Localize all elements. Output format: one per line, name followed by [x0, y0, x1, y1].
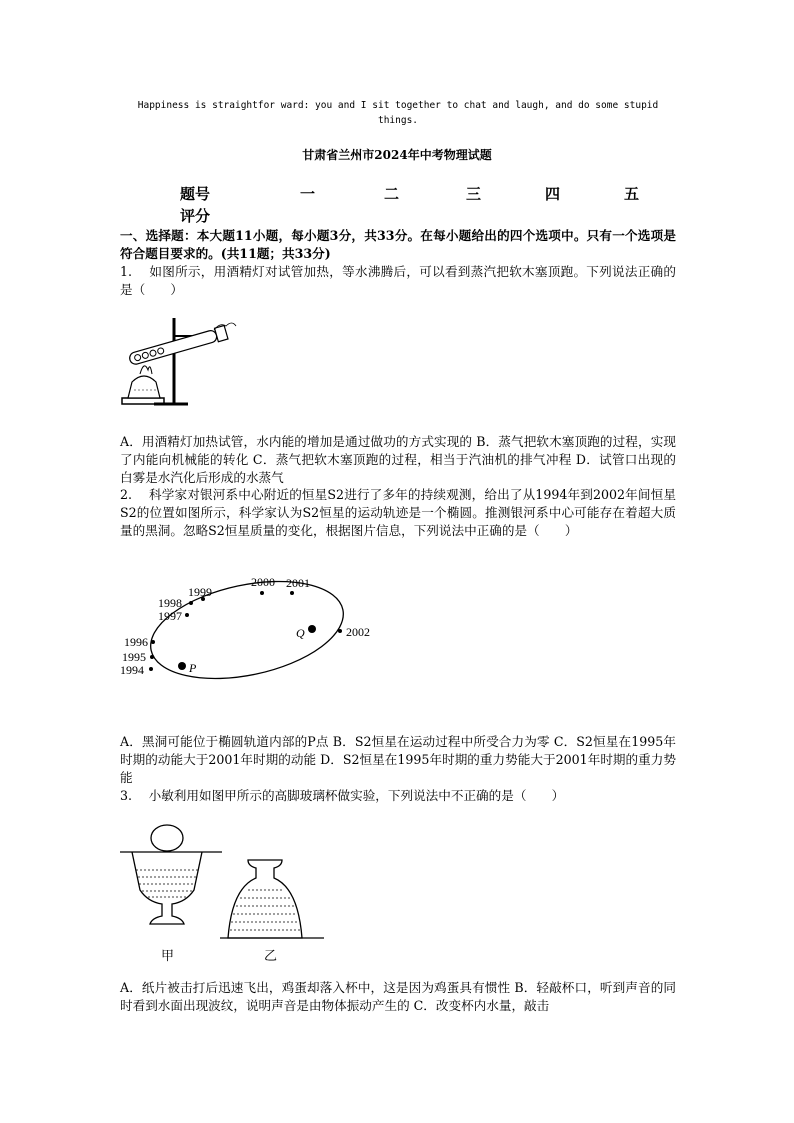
label-1994: 1994 — [120, 663, 144, 677]
section-heading: 一、选择题：本大题11小题，每小题3分，共33分。在每小题给出的四个选项中。只有一个选项是符合题目要求的。(共11题；共33分) — [120, 228, 676, 261]
glass-a — [120, 825, 222, 924]
motto-text: Happiness is straightfor ward: you and I sit together to chat and laugh, and do some stupid things. — [137, 100, 659, 126]
score-col-5: 五 — [624, 185, 640, 203]
point-2000 — [260, 591, 264, 595]
orbit-figure — [116, 572, 382, 684]
label-yi: 乙 — [264, 948, 278, 963]
score-col-3: 三 — [466, 185, 482, 203]
alcohol-lamp-figure — [118, 310, 238, 412]
score-col-4: 四 — [545, 185, 561, 203]
score-col-2: 二 — [384, 185, 400, 203]
point-1994 — [149, 667, 153, 671]
point-1997 — [185, 613, 189, 617]
glass-b — [220, 860, 324, 938]
label-2000: 2000 — [251, 575, 275, 589]
label-p: P — [189, 661, 197, 675]
question-1-stem: 1. 如图所示，用酒精灯对试管加热，等水沸腾后，可以看到蒸汽把软木塞顶跑。下列说法正确的是（ ） — [120, 264, 676, 297]
point-1995 — [150, 655, 154, 659]
alcohol-lamp — [128, 376, 160, 398]
point-2001 — [290, 591, 294, 595]
label-1997: 1997 — [158, 609, 182, 623]
point-p — [178, 662, 186, 670]
flame — [140, 366, 152, 374]
glass-figure — [118, 820, 328, 965]
point-2002 — [338, 629, 342, 633]
question-3-stem: 3. 小敏利用如图甲所示的高脚玻璃杯做实验，下列说法中不正确的是（ ） — [120, 788, 565, 803]
question-2-stem: 2. 科学家对银河系中心附近的恒星S2进行了多年的持续观测，给出了从1994年到2002年间恒星S2的位置如图所示，科学家认为S2恒星的运动轨迹是一个椭圆。推测银河系中心可能存在着超大质量的黑洞。忽略S2恒星质量的变化，根据图片信息，下列说法中正确的是（ ） — [120, 487, 676, 538]
egg — [151, 825, 183, 851]
score-col-1: 一 — [300, 185, 316, 203]
label-1998: 1998 — [158, 596, 182, 610]
label-2001: 2001 — [286, 576, 310, 590]
score-row-label: 评分 — [180, 207, 211, 225]
label-1995: 1995 — [122, 650, 146, 664]
label-jia: 甲 — [161, 948, 175, 963]
page-title: 甘肃省兰州市2024年中考物理试题 — [302, 148, 492, 162]
point-1996 — [151, 640, 155, 644]
label-2002: 2002 — [346, 625, 370, 639]
question-1-options: A．用酒精灯加热试管，水内能的增加是通过做功的方式实现的 B．蒸气把软木塞顶跑的过程，实现了内能向机械能的转化 C．蒸气把软木塞顶跑的过程，相当于汽油机的排气冲程 D．试管口出现的白雾是水汽化后形成的水蒸气 — [120, 434, 676, 485]
label-1996: 1996 — [124, 635, 148, 649]
question-3-options: A．纸片被击打后迅速飞出，鸡蛋却落入杯中，这是因为鸡蛋具有惯性 B．轻敲杯口，听到声音的同时看到水面出现波纹，说明声音是由物体振动产生的 C．改变杯内水量，敲击 — [120, 980, 676, 1013]
test-tube — [128, 325, 228, 366]
question-2-options: A．黑洞可能位于椭圆轨道内部的P点 B．S2恒星在运动过程中所受合力为零 C．S2恒星在1995年时期的动能大于2001年时期的动能 D．S2恒星在1995年时期的重力势能大于2001年时期的重力势能 — [120, 734, 676, 785]
label-1999: 1999 — [188, 585, 212, 599]
point-1998 — [189, 601, 193, 605]
score-header-label: 题号 — [180, 185, 211, 203]
orbit-ellipse — [142, 572, 352, 684]
label-q: Q — [296, 626, 305, 640]
point-q — [308, 625, 316, 633]
